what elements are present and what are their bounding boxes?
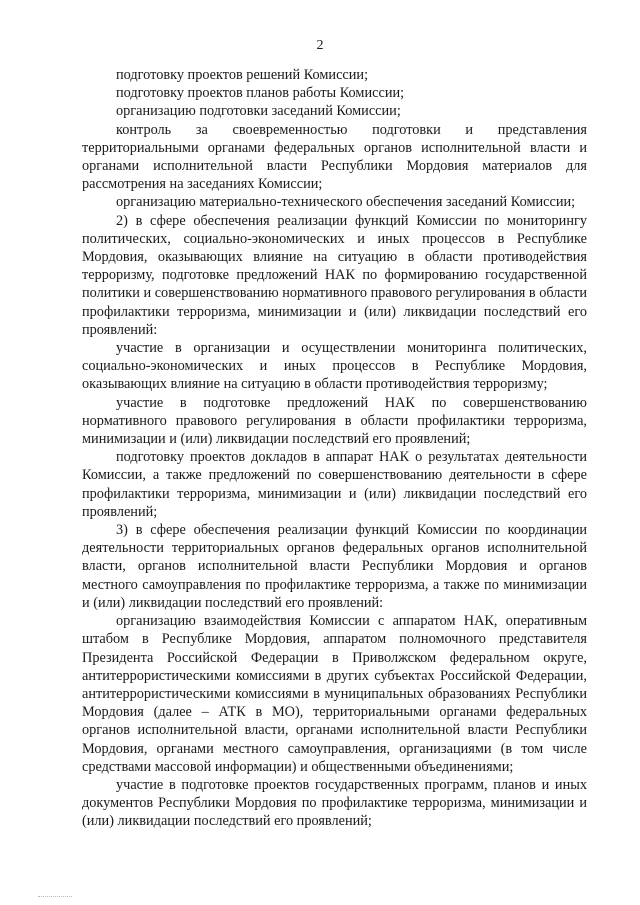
paragraph: участие в подготовке предложений НАК по совершенствованию нормативного правового регулирования в области профилактики терроризма, минимизации и (или) ликвидации последствий его проявлений; bbox=[82, 394, 587, 448]
paragraph: 3) в сфере обеспечения реализации функций Комиссии по координации деятельности территориальных органов федеральных органов исполнительной власти, органов исполнительной власти Республики Мордовия и органов местного самоуправления по профилактике терроризма, а также по минимизации и (или) ликвидации последствий его проявлений: bbox=[82, 522, 587, 611]
paragraph: организацию материально-технического обеспечения заседаний Комиссии; bbox=[116, 194, 576, 211]
paragraph: подготовку проектов докладов в аппарат НАК о результатах деятельности Комиссии, а также предложений по совершенствованию деятельности в сфере профилактики терроризма, минимизации и (или) ликвидации последствий его проявлений; bbox=[82, 449, 587, 520]
scan-artifact bbox=[38, 896, 72, 899]
page-number: 2 bbox=[316, 38, 324, 53]
document-body bbox=[82, 66, 587, 831]
paragraph: контроль за своевременностью подготовки и представления территориальными органами федеральных органов исполнительной власти и органами исполнительной власти Республики Мордовия материалов для рассмотрения на заседаниях Комиссии; bbox=[82, 121, 587, 193]
paragraph: организацию подготовки заседаний Комиссии; bbox=[116, 103, 401, 120]
paragraph: подготовку проектов решений Комиссии; bbox=[116, 67, 369, 83]
paragraph: организацию взаимодействия Комиссии с аппаратом НАК, оперативным штабом в Республике Мордовия, аппаратом полномочного представителя Президента Российской Федерации в Приволжском федеральном округе, антитеррористическими комиссиями в других субъектах Российской Федерации, антитеррористическими комиссиями в муниципальных образованиях Республики Мордовия (далее – АТК в МО), территориальными органами федеральных органов исполнительной власти, органами исполнительной власти Республики Мордовия, органами местного самоуправления, организациями (в том числе средствами массовой информации) и общественными объединениями; bbox=[82, 613, 587, 775]
paragraph: участие в организации и осуществлении мониторинга политических, социально-экономических и иных процессов в Республике Мордовия, оказывающих влияние на ситуацию в области противодействия терроризму; bbox=[82, 340, 587, 393]
paragraph: подготовку проектов планов работы Комиссии; bbox=[116, 85, 405, 102]
paragraph: участие в подготовке проектов государственных программ, планов и иных документов Республики Мордовия по профилактике терроризма, минимизации и (или) ликвидации последствий его проявлений; bbox=[82, 776, 587, 830]
paragraph: 2) в сфере обеспечения реализации функций Комиссии по мониторингу политических, социально-экономических и иных процессов в Республике Мордовия, оказывающих влияние на ситуацию в области противодействия терроризму, подготовке предложений НАК по формированию государственной политики и совершенствованию нормативного правового регулирования в области профилактики терроризма, минимизации и (или) ликвидации последствий его проявлений: bbox=[82, 212, 587, 338]
